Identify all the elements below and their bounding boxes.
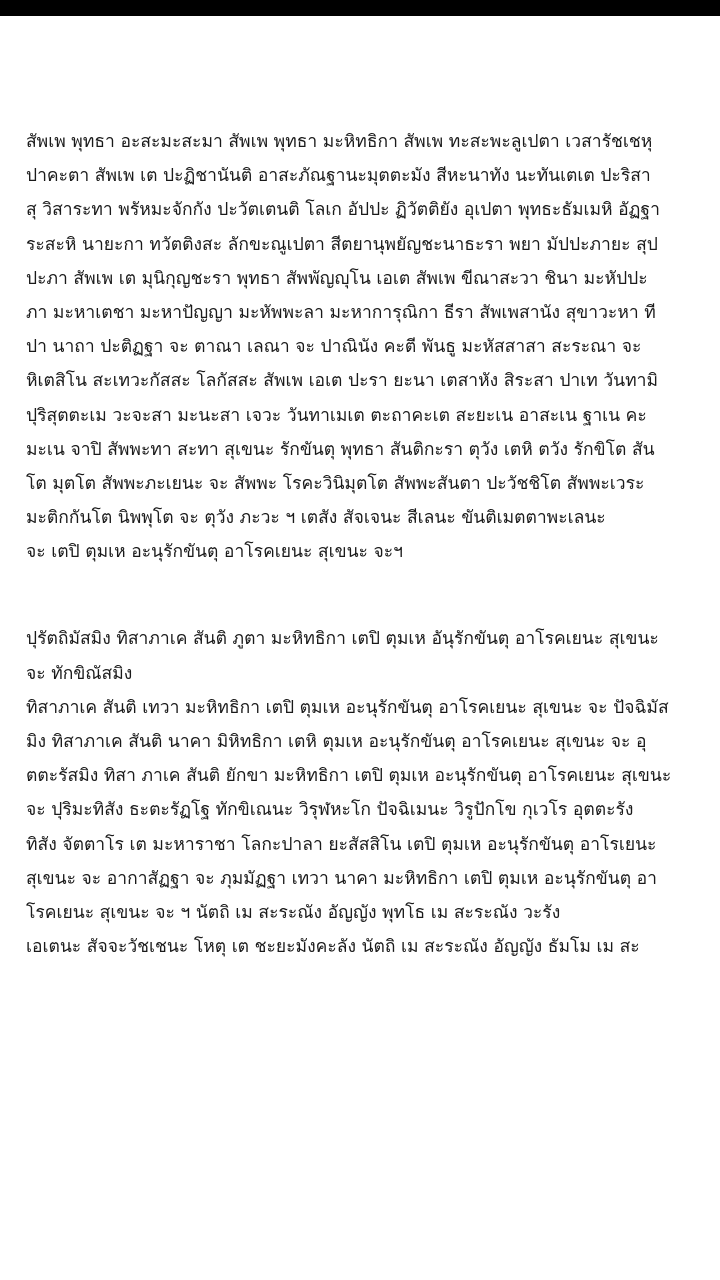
text-line: โรคเยนะ สุเขนะ จะ ฯ นัตถิ เม สะระณัง อัญญัง พุทโธ เม สะระณัง วะรัง xyxy=(26,902,561,923)
paragraph-2 xyxy=(26,622,711,964)
paragraph-1 xyxy=(26,125,711,569)
text-line: ภา มะหาเตชา มะหาปัญญา มะหัพพะลา มะหาการุณิกา ธีรา สัพเพสานัง สุขาวะหา ที xyxy=(26,302,656,323)
paragraph-spacer xyxy=(26,569,711,622)
text-line: มิง ทิสาภาเค สันติ นาคา มิหิทธิกา เตหิ ตุมเห อะนุรักขันตุ อาโรคเยนะ สุเขนะ จะ อุ xyxy=(26,732,647,752)
text-line: ปุริสุตตะเม วะจะสา มะนะสา เจวะ วันทาเมเต ตะถาคะเต สะยะเน อาสะเน ฐาเน คะ xyxy=(26,405,647,426)
text-line: ปาคะตา สัพเพ เต ปะฏิชานันติ อาสะภัณฐานะมุตตะมัง สีหะนาทัง นะทันเตเต ปะริสา xyxy=(26,166,651,187)
text-line: เอเตนะ สัจจะวัชเชนะ โหตุ เต ชะยะมังคะลัง นัตถิ เม สะระณัง อัญญัง ธัมโม เม สะ xyxy=(26,937,640,958)
text-line: ปะภา สัพเพ เต มุนิกุญชะรา พุทธา สัพพัญญุโน เอเต สัพเพ ขีณาสะวา ชินา มะหัปปะ xyxy=(26,268,648,289)
text-line: สัพเพ พุทธา อะสะมะสะมา สัพเพ พุทธา มะหิทธิกา สัพเพ ทะสะพะลูเปตา เวสารัชเชหุ xyxy=(26,132,653,152)
text-line: ทิสาภาเค สันติ เทวา มะหิทธิกา เตปิ ตุมเห อะนุรักขันตุ อาโรคเยนะ สุเขนะ จะ ปัจฉิมัส xyxy=(26,697,669,718)
text-line: ตตะรัสมิง ทิสา ภาเค สันติ ยักขา มะหิทธิกา เตปิ ตุมเห อะนุรักขันตุ อาโรคเยนะ สุเขนะ xyxy=(26,766,672,787)
text-line: สุ วิสาระทา พรัหมะจักกัง ปะวัตเตนติ โลเก อัปปะ ฏิวัตติยัง อุเปตา พุทธะธัมเมหิ อัฏฐา xyxy=(26,200,660,221)
text-line: มะเน จาปิ สัพพะทา สะทา สุเขนะ รักขันตุ พุทธา สันติกะรา ตุวัง เตหิ ตวัง รักขิโต สัน xyxy=(26,439,655,460)
text-line: จะ ทักขิณัสมิง xyxy=(26,663,133,684)
text-line: สุเขนะ จะ อากาสัฏฐา จะ ภุมมัฏฐา เทวา นาคา มะหิทธิกา เตปิ ตุมเห อะนุรักขันตุ อา xyxy=(26,868,657,889)
text-line: จะ ปุริมะทิสัง ธะตะรัฏโฐ ทักขิเณนะ วิรุฬหะโก ปัจฉิเมนะ วิรูปักโข กุเวโร อุตตะรัง xyxy=(26,800,634,821)
reading-content xyxy=(26,125,711,964)
text-line: ปา นาถา ปะติฏฐา จะ ตาณา เลณา จะ ปาณินัง คะตี พันธู มะหัสสาสา สะระณา จะ xyxy=(26,337,642,358)
text-line: มะติกกันโต นิพพุโต จะ ตุวัง ภะวะ ฯ เตสัง สัจเจนะ สีเลนะ ขันติเมตตาพะเลนะ xyxy=(26,508,606,529)
text-line: หิเตสิโน สะเทวะกัสสะ โลกัสสะ สัพเพ เอเต ปะรา ยะนา เตสาหัง สิระสา ปาเท วันทามิ xyxy=(26,371,659,392)
text-line: ปุรัตถิมัสมิง ทิสาภาเค สันติ ภูตา มะหิทธิกา เตปิ ตุมเห อันุรักขันตุ อาโรคเยนะ สุเขนะ xyxy=(26,629,659,650)
text-line: จะ เตปิ ตุมเห อะนุรักขันตุ อาโรคเยนะ สุเขนะ จะฯ xyxy=(26,542,403,563)
text-line: ระสะหิ นายะกา ทวัตติงสะ ลักขะณูเปตา สีตยานุพยัญชะนาธะรา พยา มัปปะภายะ สุป xyxy=(26,234,658,255)
text-line: โต มุตโต สัพพะภะเยนะ จะ สัพพะ โรคะวินิมุตโต สัพพะสันตา ปะวัชชิโต สัพพะเวระ xyxy=(26,473,645,494)
status-bar xyxy=(0,0,720,16)
text-line: ทิสัง จัตตาโร เต มะหาราชา โลกะปาลา ยะสัสสิโน เตปิ ตุมเห อะนุรักขันตุ อาโรเยนะ xyxy=(26,834,657,855)
